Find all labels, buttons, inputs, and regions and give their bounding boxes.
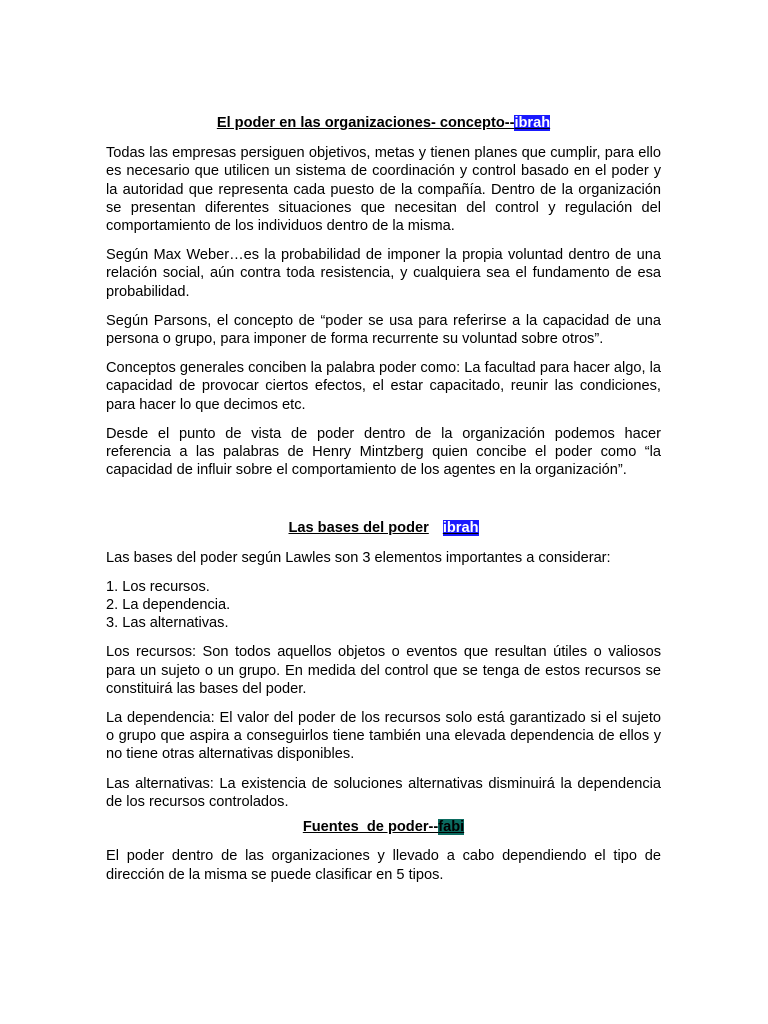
paragraph: Conceptos generales conciben la palabra poder como: La facultad para hacer algo, la capacidad de provocar ciertos efectos, el estar capacitado, reunir las condiciones, para hacer lo que decimos etc. bbox=[106, 360, 661, 413]
paragraph: La dependencia: El valor del poder de los recursos solo está garantizado si el sujeto o grupo que aspira a conseguirlos tiene también una elevada dependencia de ellos y no tiene otras alternativas disponibles. bbox=[106, 710, 661, 763]
paragraph: Según Max Weber…es la probabilidad de imponer la propia voluntad dentro de una relación social, aún contra toda resistencia, y cualquiera sea el fundamento de esa probabilidad. bbox=[106, 247, 661, 300]
heading-text: Fuentes de poder-- bbox=[302, 819, 439, 836]
section-heading-concepto bbox=[106, 114, 661, 132]
heading-text: El poder en las organizaciones- concepto-- bbox=[216, 115, 515, 131]
paragraph: Desde el punto de vista de poder dentro de la organización podemos hacer referencia a las palabras de Henry Mintzberg quien concibe el poder como “la capacidad de influir sobre el comportamiento de los agentes en la organización”. bbox=[106, 425, 661, 479]
document-page bbox=[106, 114, 661, 895]
paragraph: Las alternativas: La existencia de soluciones alternativas disminuirá la dependencia de los recursos controlados. bbox=[106, 775, 661, 810]
paragraph: Los recursos: Son todos aquellos objetos o eventos que resultan útiles o valiosos para un sujeto o un grupo. En medida del control que se tenga de estos recursos se constituirá las bases del poder. bbox=[106, 644, 661, 697]
paragraph-intro: Las bases del poder según Lawles son 3 elementos importantes a considerar: bbox=[106, 549, 611, 566]
heading-text: Las bases del poder bbox=[288, 520, 429, 537]
paragraph: El poder dentro de las organizaciones y llevado a cabo dependiendo el tipo de dirección de la misma se puede clasificar en 5 tipos. bbox=[106, 848, 661, 883]
author-tag-highlight: ibrah bbox=[442, 520, 479, 537]
section-heading-fuentes bbox=[106, 818, 661, 836]
author-tag-highlight: ibrah bbox=[514, 115, 551, 131]
author-tag-highlight: fabi bbox=[438, 819, 465, 836]
section-heading-bases bbox=[106, 519, 661, 537]
paragraph: Todas las empresas persiguen objetivos, metas y tienen planes que cumplir, para ello es necesario que utilicen un sistema de coordinación y control basado en el poder y la autoridad que representa cada puesto de la compañía. Dentro de la organización se presentan diferentes situaciones que necesitan del control y regulación del comportamiento de los individuos dentro de la misma. bbox=[106, 145, 661, 235]
list-item: 2. La dependencia. bbox=[106, 597, 231, 614]
paragraph: Según Parsons, el concepto de “poder se usa para referirse a la capacidad de una persona o grupo, para imponer de forma recurrente su voluntad sobre otros”. bbox=[106, 312, 661, 348]
list-item: 3. Las alternativas. bbox=[106, 615, 229, 632]
numbered-list bbox=[106, 578, 661, 633]
list-item: 1. Los recursos. bbox=[106, 578, 210, 595]
